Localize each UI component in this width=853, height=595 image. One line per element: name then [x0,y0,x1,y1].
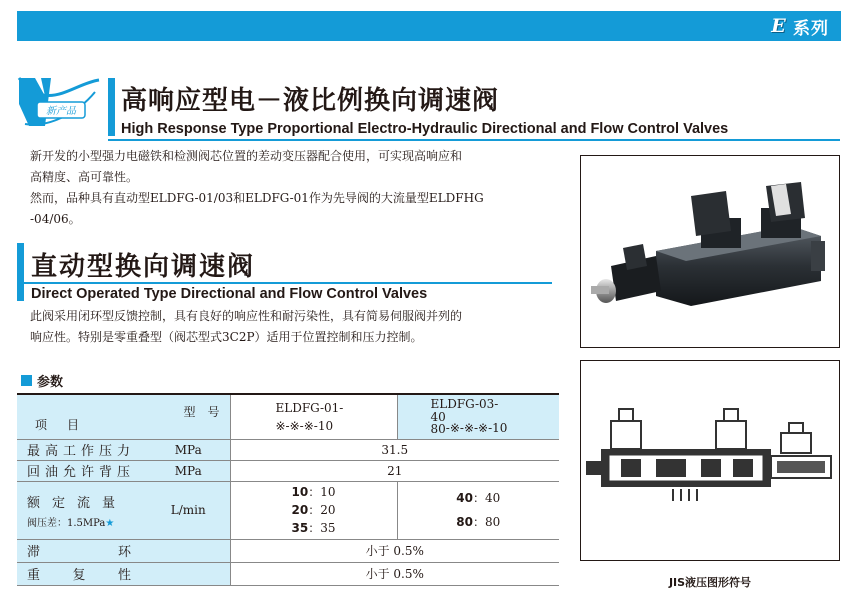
label-char: 环 [117,545,131,560]
section2-paragraph [30,306,570,348]
new-product-badge [17,74,101,136]
valve-illustration [581,156,839,347]
para-line: 然而，品种具有直动型ELDFG-01/03和ELDFG-01作为先导阀的大流量型ELDFHG [30,191,484,205]
series-logo-icon: E [771,15,787,37]
schematic-caption: JIS液压图形符号 [668,576,752,589]
label-char: 复 [72,568,86,583]
hydraulic-schematic [580,360,840,561]
series-label [768,14,829,38]
para-line: 此阀采用闭环型反馈控制，具有良好的响应性和耐污染性，具有简易伺服阀并列的 [30,309,463,323]
header-bar [17,11,841,41]
table-row: 最高工作压力 MPa 31.5 [17,439,559,460]
para-line: 新开发的小型强力电磁铁和检测阀芯位置的差动变压器配合使用，可实现高响应和 [30,149,463,163]
section2-title-marker [17,243,24,301]
label-char: 滞 [27,545,41,560]
table-row-flow: 额定流量 阀压差：1.5MPa★ L/min 10：10 20：20 35：35 40：40 80：80 [17,481,559,539]
table-row: 重 复 性 小于 0.5% [17,562,559,585]
header-model-label: 型 号 [147,394,230,439]
label-char: 性 [117,568,131,583]
badge-text: 新产品 [46,106,76,117]
section1-title: 高响应型电－液比例换向调速阀 [121,86,500,116]
section1-underline [108,139,840,141]
section1-paragraph [30,146,570,230]
product-photo [580,155,840,348]
section1-subtitle: High Response Type Proportional Electro-Hydraulic Directional and Flow Control Valves [121,121,729,137]
params-heading [21,371,63,390]
table-header-row [17,394,559,439]
table-row: 回油允许背压 MPa 21 [17,460,559,481]
schematic-drawing [581,361,839,560]
square-icon [21,375,32,386]
table-row: 滞 环 小于 0.5% [17,539,559,562]
spec-table [17,393,559,586]
params-heading-text: 参数 [37,375,64,390]
header-model1: ELDFG-01- ※-※-※-10 [230,394,397,439]
row-label-repeatability [17,564,147,583]
para-line: 高精度、高可靠性。 [30,170,139,184]
para-line: 响应性。特别是零重叠型（阀芯型式3C2P）适用于位置控制和压力控制。 [30,330,423,344]
label-char: 重 [27,568,41,583]
section2-title: 直动型换向调速阀 [31,252,256,282]
header-model2: ELDFG-03- 40 80 -※-※-※-10 [397,394,559,439]
para-line: -04/06。 [30,212,81,226]
header-item: 项 目 [17,394,147,439]
row-label-hysteresis [17,541,147,560]
series-text: 系列 [793,18,829,39]
star-icon: ★ [105,517,115,529]
section2-subtitle: Direct Operated Type Directional and Flow Control Valves [31,286,428,302]
section1-title-marker [108,78,115,136]
section2-underline [17,282,552,284]
